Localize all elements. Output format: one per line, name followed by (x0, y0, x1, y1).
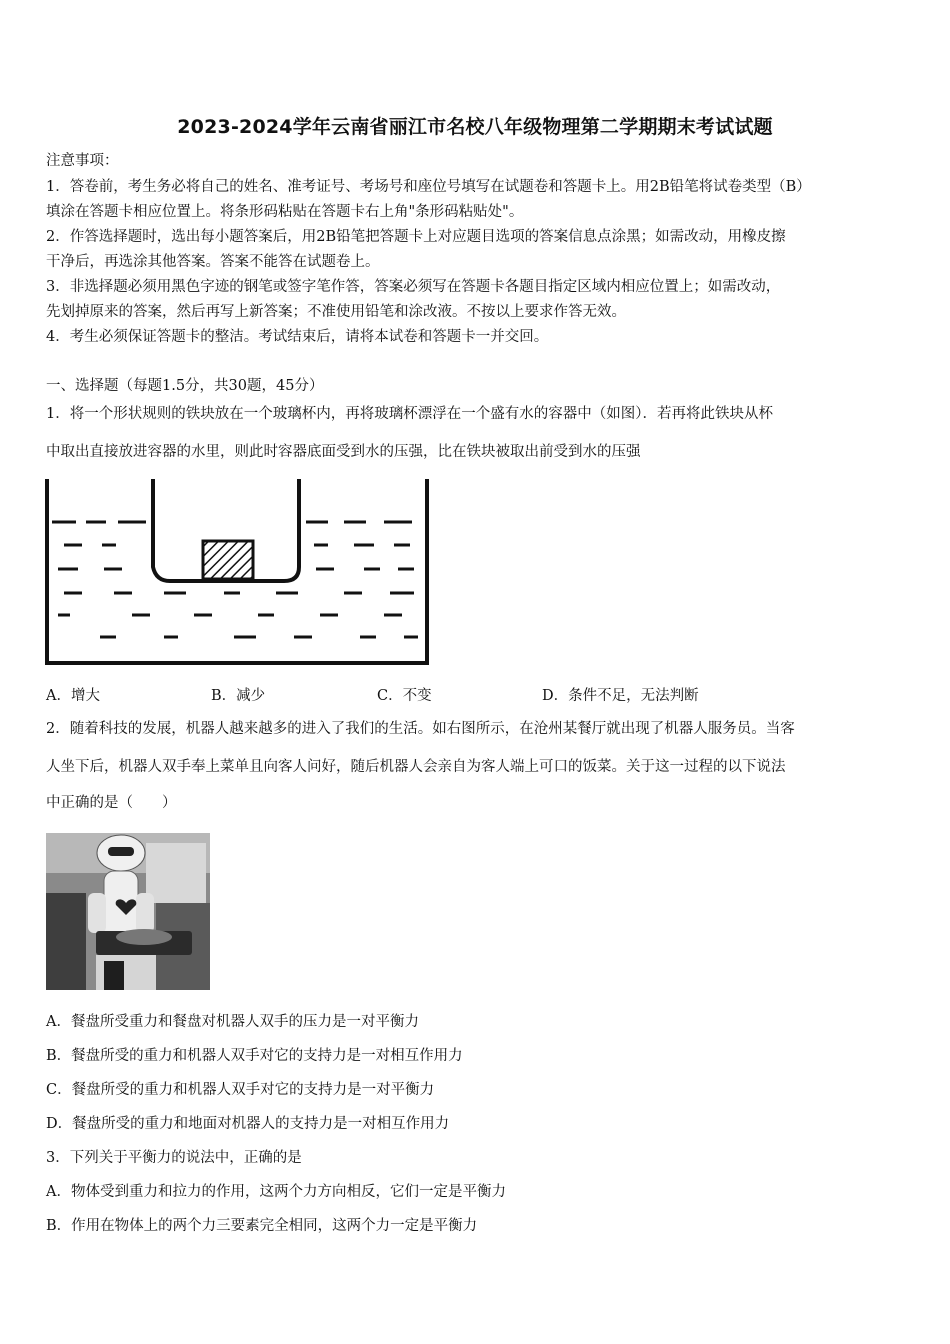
q3-option-b: B．作用在物体上的两个力三要素完全相同，这两个力一定是平衡力 (46, 1218, 478, 1234)
notice-line: 4．考生必须保证答题卡的整洁。考试结束后，请将本试卷和答题卡一并交回。 (46, 329, 549, 345)
notice-heading: 注意事项： (46, 153, 119, 169)
notice-line: 3．非选择题必须用黑色字迹的钢笔或签字笔作答，答案必须写在答题卡各题目指定区域内相应位置上；如需改动， (46, 279, 781, 295)
q1-option-b: B．减少 (211, 688, 266, 704)
q1-option-c: C．不变 (377, 688, 432, 704)
q1-stem-line: 中取出直接放进容器的水里，则此时容器底面受到水的压强，比在铁块被取出前受到水的压强 (46, 444, 641, 460)
notice-line: 2．作答选择题时，选出每小题答案后，用2B铅笔把答题卡上对应题目选项的答案信息点涂黑；如需改动，用橡皮擦 (46, 229, 786, 245)
q3-stem: 3．下列关于平衡力的说法中，正确的是 (46, 1150, 302, 1166)
exam-title: 2023-2024学年云南省丽江市名校八年级物理第二学期期末考试试题 (177, 116, 773, 138)
q1-stem-line: 1．将一个形状规则的铁块放在一个玻璃杯内，再将玻璃杯漂浮在一个盛有水的容器中（如图）．若再将此铁块从杯 (46, 406, 773, 422)
q3-option-a: A．物体受到重力和拉力的作用，这两个力方向相反，它们一定是平衡力 (46, 1184, 506, 1200)
notice-line: 填涂在答题卡相应位置上。将条形码粘贴在答题卡右上角"条形码粘贴处"。 (46, 204, 524, 220)
q2-option-c: C．餐盘所受的重力和机器人双手对它的支持力是一对平衡力 (46, 1082, 435, 1098)
notice-line: 干净后，再选涂其他答案。答案不能答在试题卷上。 (46, 254, 380, 270)
notice-line: 先划掉原来的答案，然后再写上新答案；不准使用铅笔和涂改液。不按以上要求作答无效。 (46, 304, 626, 320)
q2-option-d: D．餐盘所受的重力和地面对机器人的支持力是一对相互作用力 (46, 1116, 450, 1132)
q2-stem-line: 人坐下后，机器人双手奉上菜单且向客人问好，随后机器人会亲自为客人端上可口的饭菜。关于这一过程的以下说法 (46, 759, 786, 775)
q2-stem-line: 2．随着科技的发展，机器人越来越多的进入了我们的生活。如右图所示，在沧州某餐厅就出现了机器人服务员。当客 (46, 721, 795, 737)
q2-option-a: A．餐盘所受重力和餐盘对机器人双手的压力是一对平衡力 (46, 1014, 419, 1030)
q1-option-d: D．条件不足，无法判断 (542, 688, 699, 704)
notice-line: 1．答卷前，考生务必将自己的姓名、准考证号、考场号和座位号填写在试题卷和答题卡上。用2B铅笔将试卷类型（B） (46, 179, 811, 195)
q2-option-b: B．餐盘所受的重力和机器人双手对它的支持力是一对相互作用力 (46, 1048, 463, 1064)
robot-waiter-photo (46, 833, 210, 990)
beaker-figure (44, 477, 432, 669)
q1-option-a: A．增大 (46, 688, 100, 704)
q2-stem-line: 中正确的是（ ） (46, 795, 177, 811)
section-heading: 一、选择题（每题1.5分，共30题，45分） (46, 378, 324, 394)
